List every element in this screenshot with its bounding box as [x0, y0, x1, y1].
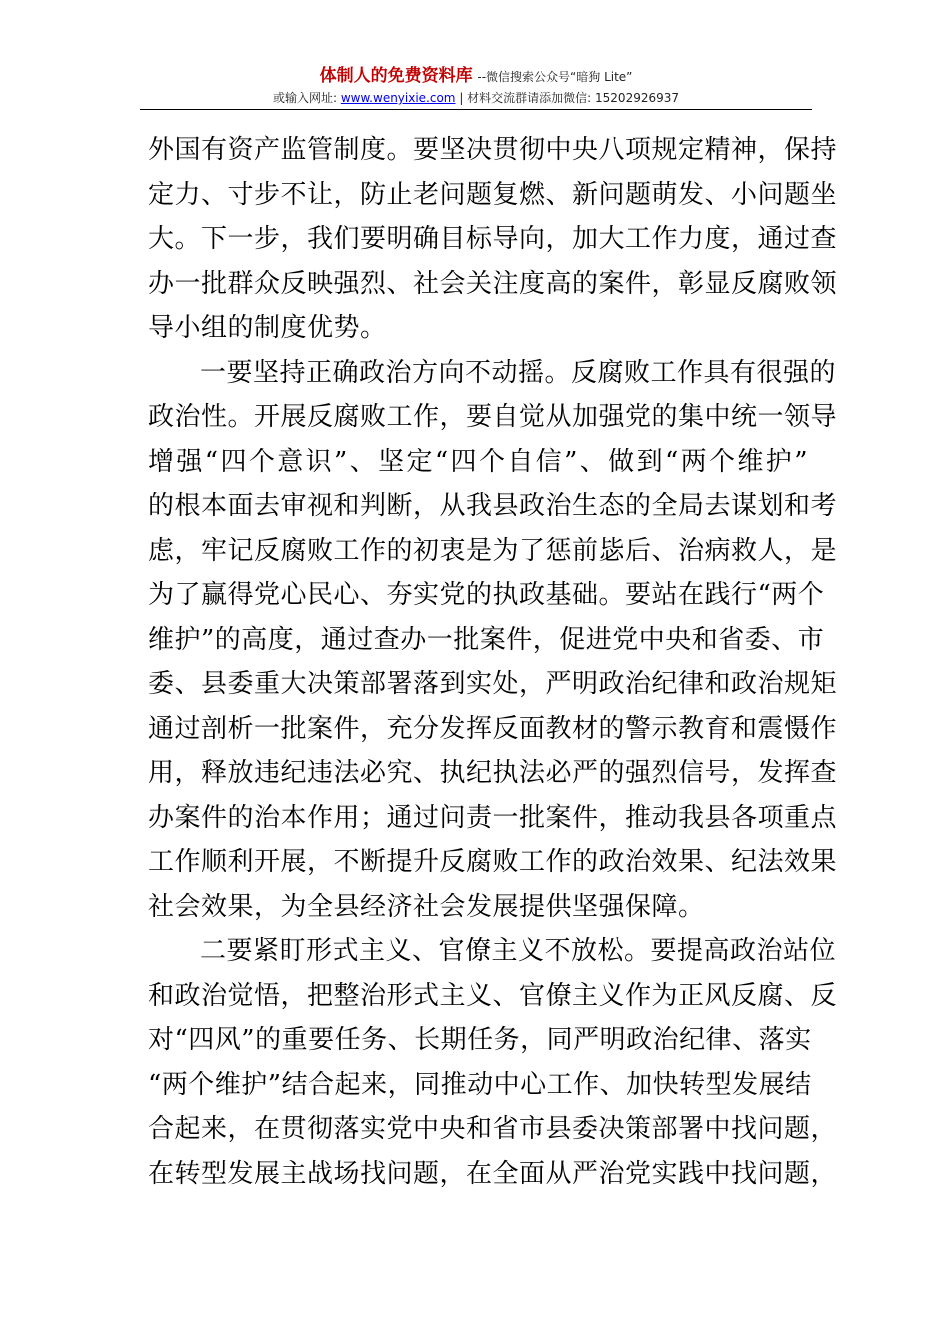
text-line: “两个维护”结合起来，同推动中心工作、加快转型发展结: [148, 1069, 812, 1100]
paragraph-first-line: 二要紧盯形式主义、官僚主义不放松。要提高政治站位: [200, 936, 837, 966]
text-line: 政治性。开展反腐败工作，要自觉从加强党的集中统一领导: [148, 402, 838, 432]
site-subtitle: --微信搜索公众号“暗狗 Lite”: [477, 70, 633, 84]
text-line: 用，释放违纪违法必究、执纪执法必严的强烈信号，发挥查: [148, 758, 838, 788]
text-line: 合起来，在贯彻落实党中央和省市县委决策部署中找问题，: [148, 1114, 838, 1144]
text-line: 工作顺利开展，不断提升反腐败工作的政治效果、纪法效果: [148, 847, 838, 877]
text-line: 维护”的高度，通过查办一批案件，促进党中央和省委、市: [148, 624, 825, 655]
text-line: 办一批群众反映强烈、社会关注度高的案件，彰显反腐败领: [148, 268, 838, 299]
text-line: 导小组的制度优势。: [148, 313, 387, 343]
page-header: [140, 66, 812, 107]
contact-info: | 材料交流群请添加微信: 15202926937: [455, 91, 680, 105]
text-line: 大。下一步，我们要明确目标导向，加大工作力度，通过查: [148, 224, 838, 254]
text-line: 委、县委重大决策部署落到实处，严明政治纪律和政治规矩: [148, 669, 838, 699]
text-line: 虑，牢记反腐败工作的初衷是为了惩前毖后、治病救人，是: [148, 535, 838, 566]
header-title-line: [140, 66, 812, 87]
text-line: 在转型发展主战场找问题，在全面从严治党实践中找问题，: [148, 1158, 838, 1189]
site-name: 体制人的免费资料库: [319, 66, 473, 86]
text-line: 办案件的治本作用；通过问责一批案件，推动我县各项重点: [148, 802, 838, 833]
website-link[interactable]: www.wenyixie.com: [340, 91, 456, 105]
text-line: 定力、寸步不让，防止老问题复燃、新问题萌发、小问题坐: [148, 179, 838, 210]
text-line: 为了赢得党心民心、夯实党的执政基础。要站在践行“两个: [148, 580, 825, 610]
text-line: 外国有资产监管制度。要坚决贯彻中央八项规定精神，保持: [148, 135, 838, 165]
text-line: 和政治觉悟，把整治形式主义、官僚主义作为正风反腐、反: [148, 980, 838, 1011]
header-contact-line: [140, 89, 812, 107]
text-line: 社会效果，为全县经济社会发展提供坚强保障。: [148, 891, 705, 922]
text-line: 增强“四个意识”、坚定“四个自信”、做到“两个维护”: [148, 446, 808, 477]
header-divider: [140, 109, 812, 110]
paragraph-first-line: 一要坚持正确政治方向不动摇。反腐败工作具有很强的: [200, 357, 837, 388]
url-prefix: 或输入网址:: [272, 91, 341, 105]
text-line: 的根本面去审视和判断，从我县政治生态的全局去谋划和考: [148, 491, 838, 521]
text-line: 通过剖析一批案件，充分发挥反面教材的警示教育和震慑作: [148, 713, 838, 744]
text-line: 对“四风”的重要任务、长期任务，同严明政治纪律、落实: [148, 1025, 812, 1055]
document-body: [148, 128, 838, 1196]
